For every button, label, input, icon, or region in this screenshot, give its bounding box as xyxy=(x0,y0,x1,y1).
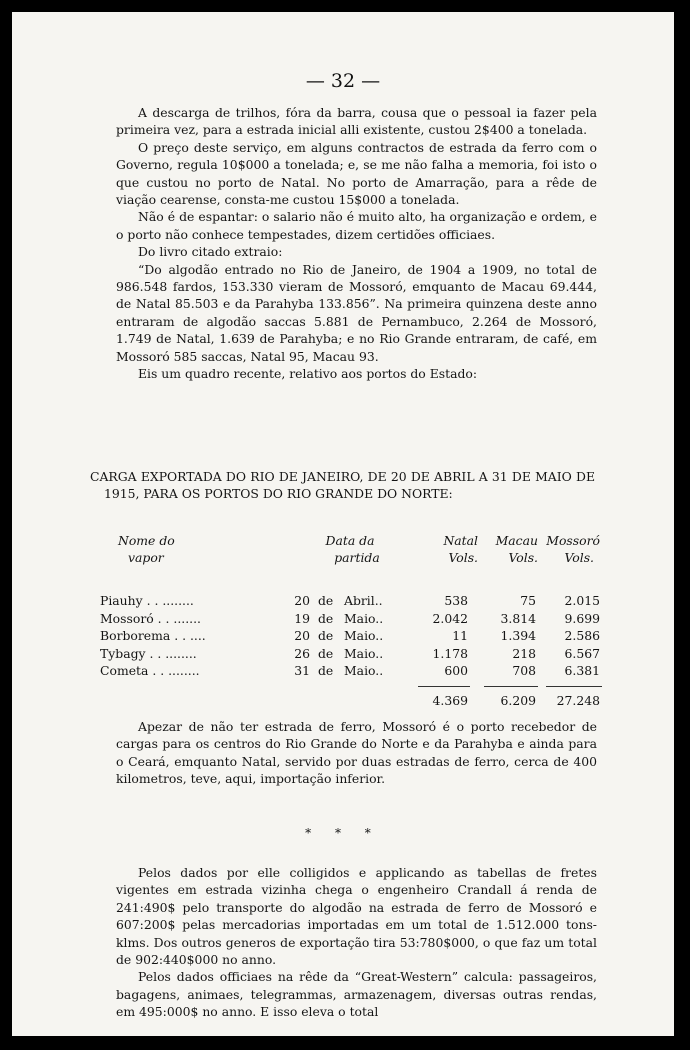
table-row xyxy=(90,645,602,663)
cell-vessel: Piauhy . . ........ xyxy=(100,593,194,608)
cell-month: Maio.. xyxy=(344,645,384,661)
sum-rule-macau xyxy=(484,686,538,687)
cell-month: Maio.. xyxy=(344,610,384,626)
cell-mossoro: 9.699 xyxy=(564,610,600,626)
cell-mossoro: 6.567 xyxy=(564,645,600,661)
cell-macau: 75 xyxy=(520,593,536,608)
cell-month: Abril.. xyxy=(344,593,383,608)
paragraph: O preço deste serviço, em alguns contractos de estrada da ferro com o Governo, regula 10$000 a tonelada; e, se me não falha a memoria, foi isto o que custou no porto de Natal. No porto de Amarração, para a rêde de viação cearense, consta-me custou 15$000 a tonelada. xyxy=(116,139,597,208)
cell-natal: 1.178 xyxy=(432,645,468,661)
table-row xyxy=(90,592,602,610)
table-row xyxy=(90,662,602,680)
paragraph: Apezar de não ter estrada de ferro, Mossoró é o porto recebedor de cargas para os centros do Rio Grande do Norte e da Parahyba e ainda para o Ceará, emquanto Natal, servido por duas estradas de ferro, cerca de 400 kilometros, teve, aqui, importação inferior. xyxy=(116,719,597,787)
sum-rule-mossoro xyxy=(546,686,602,687)
paragraph: Do livro citado extraio: xyxy=(138,244,283,260)
paragraph: A descarga de trilhos, fóra da barra, cousa que o pessoal ia fazer pela primeira vez, para a estrada inicial alli existente, custou 2$400 a tonelada. xyxy=(116,105,597,138)
cell-mossoro: 6.381 xyxy=(564,663,600,679)
cell-vessel: Borborema . . .... xyxy=(100,628,206,644)
table-title: CARGA EXPORTADA DO RIO DE JANEIRO, DE 20 DE ABRIL A 31 DE MAIO DE 1915, PARA OS PORTOS DO RIO GRANDE DO NORTE: xyxy=(90,469,595,502)
header-name: Nome do vapor xyxy=(118,533,175,565)
cell-de: de xyxy=(318,663,334,679)
text-block-middle xyxy=(116,718,597,788)
cell-de: de xyxy=(318,645,334,661)
cell-mossoro: 2.015 xyxy=(564,593,600,608)
paragraph: Pelos dados por elle colligidos e applicando as tabellas de fretes vigentes em estrada vizinha chega o engenheiro Crandall á renda de 241:490$ pelo transporte do algodão na estrada de ferro de Mossoró e 607:200$ pelas mercadorias importadas em um total de 1.512.000 tons-klms. Dos outros generos de exportação tira 53:780$000, o que faz um total de 902:440$000 no anno. xyxy=(116,865,597,968)
header-mossoro: Mossoró Vols. xyxy=(546,533,600,565)
totals-row xyxy=(90,692,602,710)
text-block-bottom xyxy=(116,864,597,1021)
sum-rules xyxy=(90,680,602,692)
cell-vessel: Cometa . . ........ xyxy=(100,663,200,679)
header-macau: Macau Vols. xyxy=(495,533,538,565)
cell-vessel: Mossoró . . ....... xyxy=(100,610,201,626)
cell-natal: 600 xyxy=(444,663,468,679)
table-row xyxy=(90,610,602,628)
paragraph: Pelos dados officiaes na rêde da “Great-Western” calcula: passageiros, bagagens, animaes, telegrammas, armazenagem, diversas outras rendas, em 495:000$ no anno. E isso eleva o total xyxy=(116,969,597,1020)
header-date: Data da partida xyxy=(325,533,380,565)
cell-de: de xyxy=(318,593,334,608)
total-mossoro: 27.248 xyxy=(556,692,600,708)
total-macau: 6.209 xyxy=(500,692,536,708)
cell-de: de xyxy=(318,610,334,626)
text-block-top xyxy=(116,104,597,383)
document-page xyxy=(12,12,674,1036)
cell-natal: 538 xyxy=(444,593,468,608)
table-header xyxy=(90,532,602,592)
page-number: — 32 — xyxy=(305,70,381,92)
section-separator: * * * xyxy=(305,826,381,840)
paragraph: Não é de espantar: o salario não é muito alto, ha organização e ordem, e o porto não conhece tempestades, dizem certidões officiaes. xyxy=(116,209,597,242)
cell-day: 19 xyxy=(294,610,310,626)
cell-day: 20 xyxy=(294,628,310,644)
total-natal: 4.369 xyxy=(432,692,468,708)
cell-month: Maio.. xyxy=(344,628,384,644)
paragraph: “Do algodão entrado no Rio de Janeiro, de 1904 a 1909, no total de 986.548 fardos, 153.330 vieram de Mossoró, emquanto de Macau 69.444, de Natal 85.503 e da Parahyba 133.856”. Na primeira quinzena deste anno entraram de algodão saccas 5.881 de Pernambuco, 2.264 de Mossoró, 1.749 de Natal, 1.639 de Parahyba; e no Rio Grande entraram, de café, em Mossoró 585 saccas, Natal 95, Macau 93. xyxy=(116,261,597,364)
cell-vessel: Tybagy . . ........ xyxy=(100,645,197,661)
sum-rule-natal xyxy=(418,686,470,687)
cell-day: 20 xyxy=(294,593,310,608)
cell-month: Maio.. xyxy=(344,663,384,679)
paragraph: Eis um quadro recente, relativo aos portos do Estado: xyxy=(138,366,478,382)
cell-macau: 3.814 xyxy=(500,610,536,626)
table-row xyxy=(90,627,602,645)
cell-de: de xyxy=(318,628,334,644)
cell-macau: 218 xyxy=(512,645,536,661)
cell-natal: 11 xyxy=(452,628,468,644)
header-natal: Natal Vols. xyxy=(443,533,478,565)
cargo-table xyxy=(90,532,602,710)
cell-mossoro: 2.586 xyxy=(564,628,600,644)
cell-day: 31 xyxy=(294,663,310,679)
cell-natal: 2.042 xyxy=(432,610,468,626)
cell-day: 26 xyxy=(294,645,310,661)
cell-macau: 708 xyxy=(512,663,536,679)
cell-macau: 1.394 xyxy=(500,628,536,644)
